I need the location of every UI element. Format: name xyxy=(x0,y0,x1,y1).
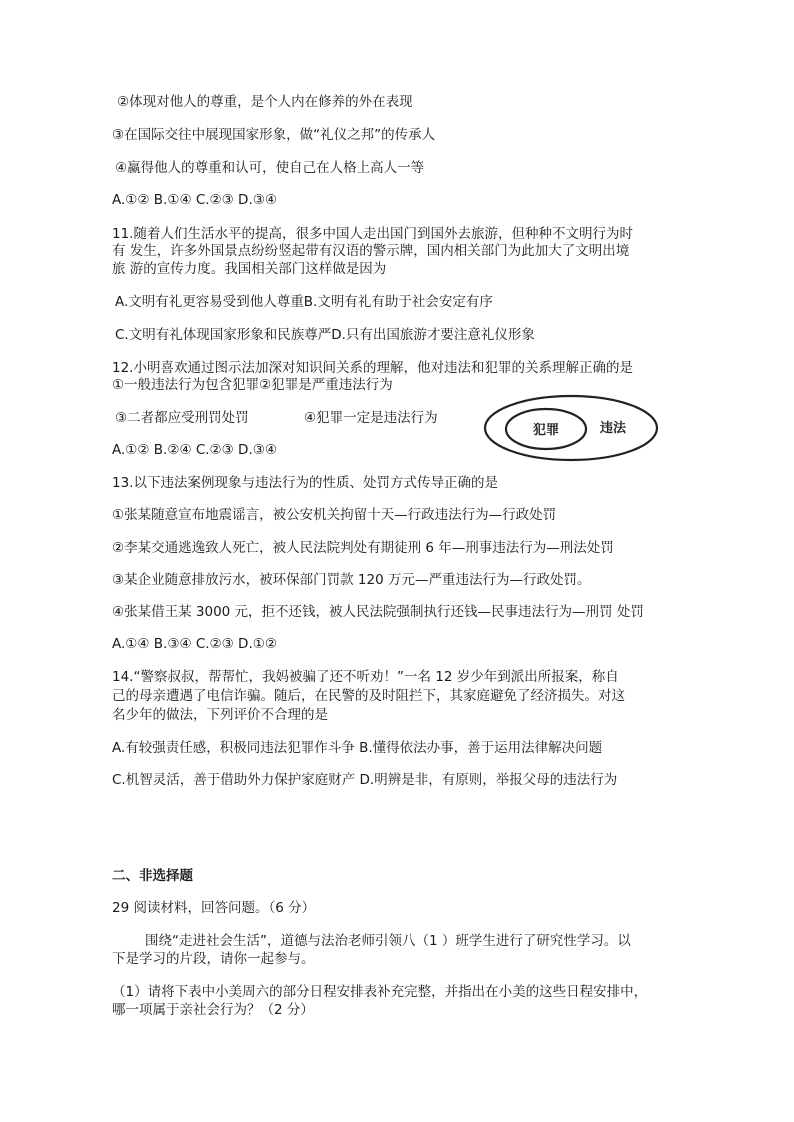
section-heading: 二、非选择题 xyxy=(112,868,193,884)
q11-choices-cd: C.文明有礼体现国家形象和民族尊严D.只有出国旅游才要注意礼仪形象 xyxy=(115,327,535,343)
q29-intro-line-2: 下是学习的片段，请你一起参与。 xyxy=(112,951,315,967)
diagram-label-crime: 犯罪 xyxy=(532,423,560,438)
q14-choices-ab: A.有较强责任感，积极同违法犯罪作斗争 B.懂得依法办事，善于运用法律解决问题 xyxy=(112,740,603,756)
q14-stem-line-3: 名少年的做法，下列评价不合理的是 xyxy=(112,707,328,723)
q13-option-3: ③某企业随意排放污水，被环保部门罚款 120 万元—严重违法行为—行政处罚。 xyxy=(112,572,591,588)
q14-stem-line-1: 14.“警察叔叔，帮帮忙，我妈被骗了还不听劝！”一名 12 岁少年到派出所报案，称自 xyxy=(112,669,619,685)
q29-sub1-line-2: 哪一项属于亲社会行为？（2 分） xyxy=(112,1002,314,1018)
outer-ellipse-violation xyxy=(485,396,657,460)
q10-option-3: ③在国际交往中展现国家形象，做“礼仪之邦”的传承人 xyxy=(112,127,436,143)
q11-stem-line-2: 有 发生，许多外国景点纷纷竖起带有汉语的警示牌，国内相关部门为此加大了文明出境 xyxy=(112,243,630,259)
diagram-label-violation: 违法 xyxy=(599,421,627,436)
q13-option-1: ①张某随意宣布地震谣言，被公安机关拘留十天—行政违法行为—行政处罚 xyxy=(112,507,557,523)
q29-title: 29 阅读材料，回答问题。（6 分） xyxy=(112,900,316,916)
crime-violation-diagram xyxy=(483,394,659,462)
q13-option-2: ②李某交通逃逸致人死亡，被人民法院判处有期徒刑 6 年—刑事违法行为—刑法处罚 xyxy=(112,540,614,556)
q10-choices: A.①② B.①④ C.②③ D.③④ xyxy=(112,192,277,208)
q12-option-4: ④犯罪一定是违法行为 xyxy=(304,410,438,426)
q12-choices: A.①② B.②④ C.②③ D.③④ xyxy=(112,442,277,458)
q10-option-2: ②体现对他人的尊重，是个人内在修养的外在表现 xyxy=(117,94,413,110)
q14-stem-line-2: 己的母亲遭遇了电信诈骗。随后，在民警的及时阻拦下，其家庭避免了经济损失。对这 xyxy=(112,688,625,704)
q11-stem-line-3: 旅 游的宣传力度。我国相关部门这样做是因为 xyxy=(112,261,387,277)
q29-sub1-line-1: （1）请将下表中小美周六的部分日程安排表补充完整，并指出在小美的这些日程安排中， xyxy=(112,984,648,1000)
q11-choices-ab: A.文明有礼更容易受到他人尊重B.文明有礼有助于社会安定有序 xyxy=(115,294,493,310)
q10-option-4: ④赢得他人的尊重和认可，使自己在人格上高人一等 xyxy=(115,160,425,176)
q14-choices-cd: C.机智灵活，善于借助外力保护家庭财产 D.明辨是非，有原则，举报父母的违法行为 xyxy=(112,772,618,788)
q13-stem: 13.以下违法案例现象与违法行为的性质、处罚方式传导正确的是 xyxy=(112,475,498,491)
q29-intro-line-1: 围绕“走进社会生活”，道德与法治老师引领八（1 ）班学生进行了研究性学习。以 xyxy=(145,933,631,949)
q12-stem: 12.小明喜欢通过图示法加深对知识间关系的理解，他对违法和犯罪的关系理解正确的是 xyxy=(112,360,633,376)
q12-option-3: ③二者都应受刑罚处罚 xyxy=(115,410,249,426)
q12-options-1-2: ①一般违法行为包含犯罪②犯罪是严重违法行为 xyxy=(112,377,393,393)
q13-choices: A.①④ B.③④ C.②③ D.①② xyxy=(112,636,277,652)
q13-option-4: ④张某借王某 3000 元，拒不还钱，被人民法院强制执行还钱—民事违法行为—刑罚 处罚 xyxy=(112,604,644,620)
q11-stem-line-1: 11.随着人们生活水平的提高，很多中国人走出国门到国外去旅游，但种种不文明行为时 xyxy=(112,226,633,242)
